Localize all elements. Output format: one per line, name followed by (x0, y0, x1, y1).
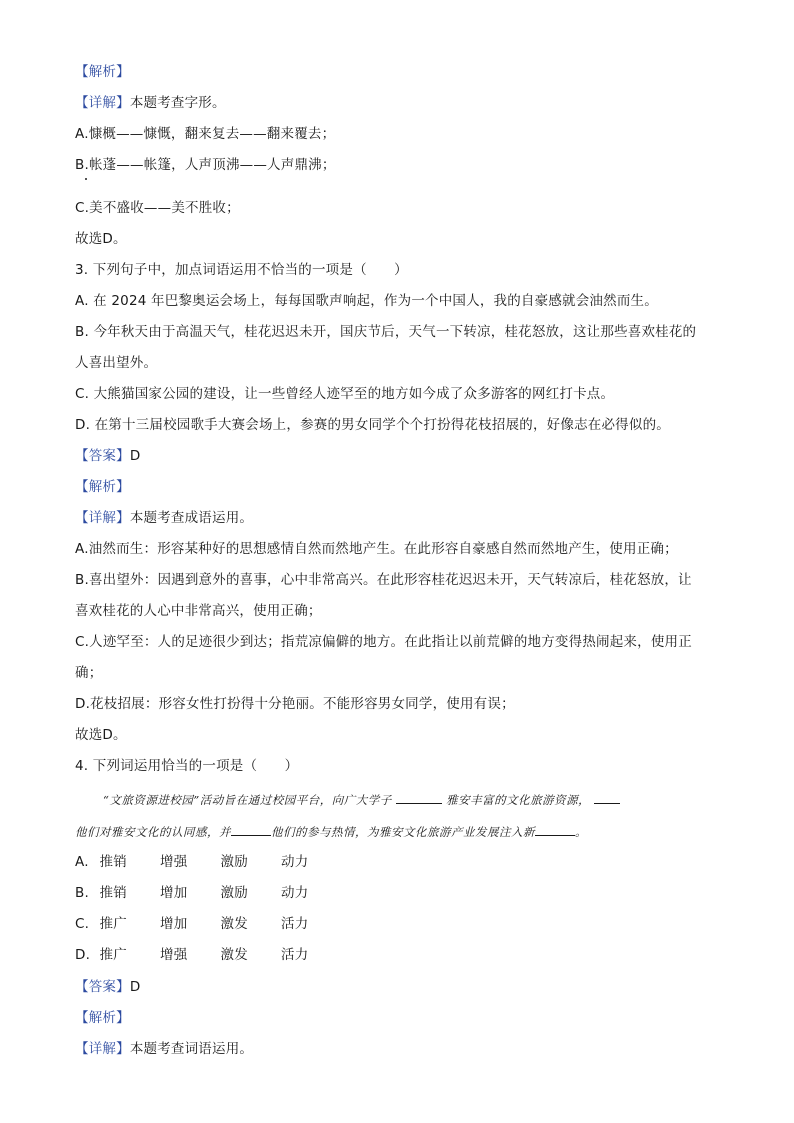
option-label: C. (75, 916, 90, 932)
option-label: D. (75, 947, 91, 963)
blank-1 (396, 791, 442, 804)
q3-explain-c-cont: 确； (75, 665, 103, 681)
option-word: 推广 (99, 947, 127, 963)
detail-text: 本题考查词语运用。 (129, 1041, 254, 1057)
q3-stem: 3. 下列句子中，加点词语运用不恰当的一项是（ ） (75, 262, 408, 278)
explain-a: A.慷概——慷慨，翻来复去——翻来覆去； (75, 126, 336, 142)
option-word: 活力 (281, 947, 309, 963)
detail-tag: 【详解】 (75, 1041, 130, 1057)
detail-line (75, 93, 226, 113)
q4-option-d (75, 945, 337, 965)
option-word: 活力 (281, 916, 309, 932)
option-word: 推销 (99, 885, 127, 901)
detail-text: 本题考查成语运用。 (129, 510, 254, 526)
explain-c: C.美不盛收——美不胜收； (75, 200, 240, 216)
q4-option-a (75, 852, 337, 872)
detail-tag: 【详解】 (75, 95, 130, 111)
option-word: 增强 (160, 854, 188, 870)
q3-option-b-cont: 人喜出望外。 (75, 355, 158, 371)
q4-detail (75, 1039, 253, 1059)
option-word: 增强 (160, 947, 188, 963)
option-word: 推广 (99, 916, 127, 932)
passage-text: 。 (575, 825, 587, 839)
option-word: 增加 (160, 885, 188, 901)
option-word: 激发 (220, 916, 248, 932)
q4-passage-line1 (103, 790, 620, 810)
q3-explain-b-cont: 喜欢桂花的人心中非常高兴，使用正确； (75, 603, 322, 619)
q4-analysis-heading: 【解析】 (75, 1010, 130, 1026)
q3-option-d: D. 在第十三届校园歌手大赛会场上，参赛的男女同学个个打扮得花枝招展的，好像志在必得似的。 (75, 417, 670, 433)
blank-2 (594, 791, 620, 804)
option-word: 推销 (99, 854, 127, 870)
passage-text: 他们的参与热情，为雅安文化旅游产业发展注入新 (271, 825, 535, 839)
answer-value: D (129, 448, 141, 464)
q3-option-b: B. 今年秋天由于高温天气，桂花迟迟未开，国庆节后，天气一下转凉，桂花怒放，这让那些喜欢桂花的 (75, 324, 697, 340)
option-word: 动力 (281, 854, 309, 870)
passage-text: 他们对雅安文化的认同感，并 (75, 825, 231, 839)
q3-detail (75, 508, 253, 528)
option-word: 激励 (220, 854, 248, 870)
stray-dot (85, 178, 87, 180)
q3-option-a: A. 在 2024 年巴黎奥运会场上，每每国歌声响起，作为一个中国人，我的自豪感就会油然而生。 (75, 293, 658, 309)
q4-passage-line2 (75, 822, 587, 842)
option-word: 增加 (160, 916, 188, 932)
q3-explain-c: C.人迹罕至：人的足迹很少到达；指荒凉偏僻的地方。在此指让以前荒僻的地方变得热闹起来，使用正 (75, 634, 692, 650)
blank-4 (535, 823, 575, 836)
q3-explain-b: B.喜出望外：因遇到意外的喜事，心中非常高兴。在此形容桂花迟迟未开，天气转凉后，桂花怒放，让 (75, 572, 692, 588)
q3-analysis-heading: 【解析】 (75, 479, 130, 495)
answer-tag: 【答案】 (75, 448, 130, 464)
option-word: 动力 (281, 885, 309, 901)
passage-text: “文旅资源进校园”活动旨在通过校园平台，向广大学子 (103, 793, 392, 807)
q4-option-c (75, 914, 337, 934)
answer-tag: 【答案】 (75, 979, 130, 995)
q3-explain-d: D.花枝招展：形容女性打扮得十分艳丽。不能形容男女同学，使用有误； (75, 696, 515, 712)
option-label: A. (75, 854, 89, 870)
detail-text: 本题考查字形。 (129, 95, 226, 111)
detail-tag: 【详解】 (75, 510, 130, 526)
q4-option-b (75, 883, 337, 903)
choice-line: 故选D。 (75, 231, 127, 247)
passage-text: 雅安丰富的文化旅游资源， (446, 793, 591, 807)
option-word: 激励 (220, 885, 248, 901)
q3-answer (75, 446, 140, 466)
answer-value: D (129, 979, 141, 995)
q3-choice: 故选D。 (75, 727, 127, 743)
explain-b: B.帐蓬——帐篷，人声顶沸——人声鼎沸； (75, 157, 336, 173)
option-label: B. (75, 885, 89, 901)
analysis-heading: 【解析】 (75, 64, 130, 80)
q4-answer (75, 977, 140, 997)
q3-explain-a: A.油然而生：形容某种好的思想感情自然而然地产生。在此形容自豪感自然而然地产生，使用正确； (75, 541, 678, 557)
option-word: 激发 (220, 947, 248, 963)
q3-option-c: C. 大熊猫国家公园的建设，让一些曾经人迹罕至的地方如今成了众多游客的网红打卡点。 (75, 386, 615, 402)
q4-stem: 4. 下列词运用恰当的一项是（ ） (75, 758, 299, 774)
blank-3 (231, 823, 271, 836)
